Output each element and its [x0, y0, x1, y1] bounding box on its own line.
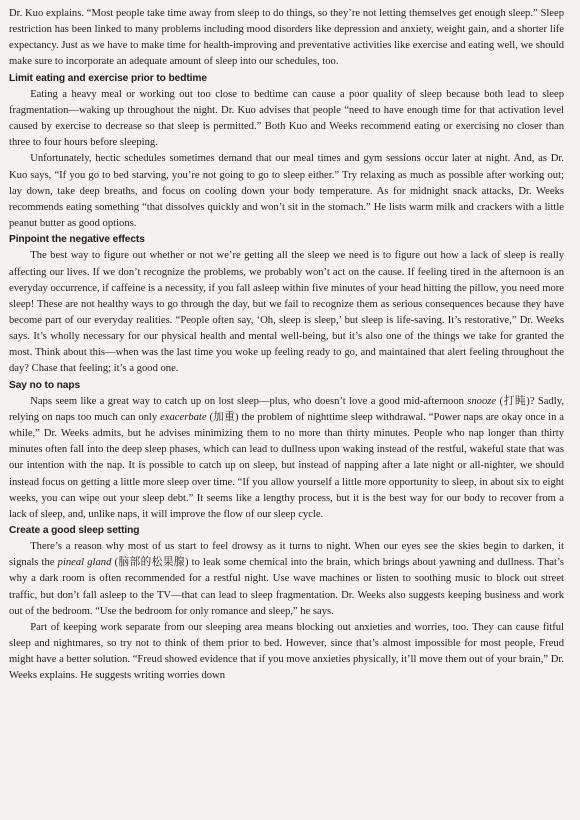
heading-say-no-to-naps: Say no to naps [9, 379, 81, 391]
heading-pinpoint-effects: Pinpoint the negative effects [9, 234, 145, 246]
heading-sleep-setting: Create a good sleep setting [9, 525, 140, 536]
word-exacerbate: exacerbate [160, 411, 207, 423]
word-snooze: snooze [467, 395, 497, 407]
drowsy-text-a: There’s a reason why most of us start to feel drowsy as it turns to night. When our eyes see the skies begin to darken, it signals the [9, 541, 564, 569]
paragraph-kuo-explains: Dr. Kuo explains. “Most people take time away from sleep to do things, so they’re not letting themselves get enough sleep.” Sleep restriction has been linked to many problems including mood disorders like depression and anxiety, weight gain, and a shorter life expectancy. Just as we have to make time for health-improving and preventative activities like exercise and eating well, we should make sure to incorporate an adequate amount of sleep into our schedules, too. [9, 8, 564, 68]
drowsy-text-b: (脑部的松果腺) to leak some chemical into the brain, which brings about yawning and dullness. That’s why a dark room is often recommended for a restful night. Use wave machines or listen to soothing music to block out street traffic, but don’t fall asleep to the TV—that can lead to sleep fragmentation. Dr. Weeks also suggests keeping business and work out of the bedroom. “Use the bedroom for only romance and sleep,” he says. [9, 557, 565, 617]
naps-text-b: (打盹)? Sadly, relying on naps too much can only [9, 395, 564, 423]
paragraph-heavy-meal: Eating a heavy meal or working out too close to bedtime can cause a poor quality of sleep because both lead to sleep fragmentation—waking up throughout the night. Dr. Kuo advises that people “need to have enough time for that activation level caused by exercise to decrease so that sleep is permitted.” Both Kuo and Weeks recommend eating or exercising no closer than three to four hours before sleeping. [9, 88, 564, 149]
paragraph-drowsy [9, 539, 564, 620]
naps-text-c: (加重) the problem of nighttime sleep withdrawal. “Power naps are okay once in a while,” Dr. Weeks admits, but he advises minimizing them to no more than thirty minutes. People who nap longer than thirty minutes often fall into the deep sleep phases, which can lead to dullness upon waking instead of the restful, wakeful state that was our intention with the nap. It is possible to catch up on sleep, but instead of napping after a late night or all-nighter, we should instead focus on getting a little more sleep over time. “If you allow yourself a little more opportunity to sleep, in about six to eight weeks, you can wipe out your sleep debt.” It seems like a lengthy process, but it is the best way for our body to recover from a lack of sleep, and, unlike naps, it will improve the flow of our sleep cycle. [9, 411, 564, 520]
paragraph-work-separate: Part of keeping work separate from our sleeping area means blocking out anxieties and worries, too. They can cause fitful sleep and nightmares, so try not to think of them prior to bed. However, since that’s almost impossible for most people, Freud might have a better solution. “Freud showed evidence that if you move anxieties physically, it’ll move them out of your brain,” Dr. Weeks explains. He suggests writing worries down [9, 621, 564, 682]
heading-limit-eating: Limit eating and exercise prior to bedtime [9, 72, 207, 84]
paragraph-hectic-schedules: Unfortunately, hectic schedules sometimes demand that our meal times and gym sessions occur later at night. And, as Dr. Kuo says, “If you go to bed starving, you’re not going to go to sleep either.” Try relaxing as much as possible after working out; lay down, take deep breaths, and focus on cooling down your body temperature. As for midnight snack attacks, Dr. Weeks recommends eating something “that dissolves quickly and won’t sit in the stomach.” He lists warm milk and crackers with a little peanut butter as good options. [9, 153, 564, 230]
naps-text-a: Naps seem like a great way to catch up on lost sleep—plus, who doesn’t love a good mid-afternoon [30, 395, 468, 407]
term-pineal-gland: pineal gland [57, 557, 112, 569]
paragraph-best-way: The best way to figure out whether or not we’re getting all the sleep we need is to figure out how a lack of sleep is really affecting our lives. If we don’t recognize the problems, we probably won’t act on the cause. If feeling tired in the afternoon is an everyday occurrence, if caffeine is a necessity, if you fall asleep within five minutes of your head hitting the pillow, you need more sleep! These are not healthy ways to go through the day, but we fail to recognize them as serious consequences because they have become part of our everyday realities. “People often say, ‘Oh, sleep is sleep,’ but sleep is life-saving. It’s restorative,” Dr. Weeks says. It’s wholly necessary for our physical health and mental well-being, but it’s also one of the things we take for granted the most. Think about this—when was the last time you woke up feeling ready to go, and maintained that alert feeling throughout the day? Chase that feeling; it’s a good one. [9, 250, 564, 375]
paragraph-naps [9, 394, 564, 523]
